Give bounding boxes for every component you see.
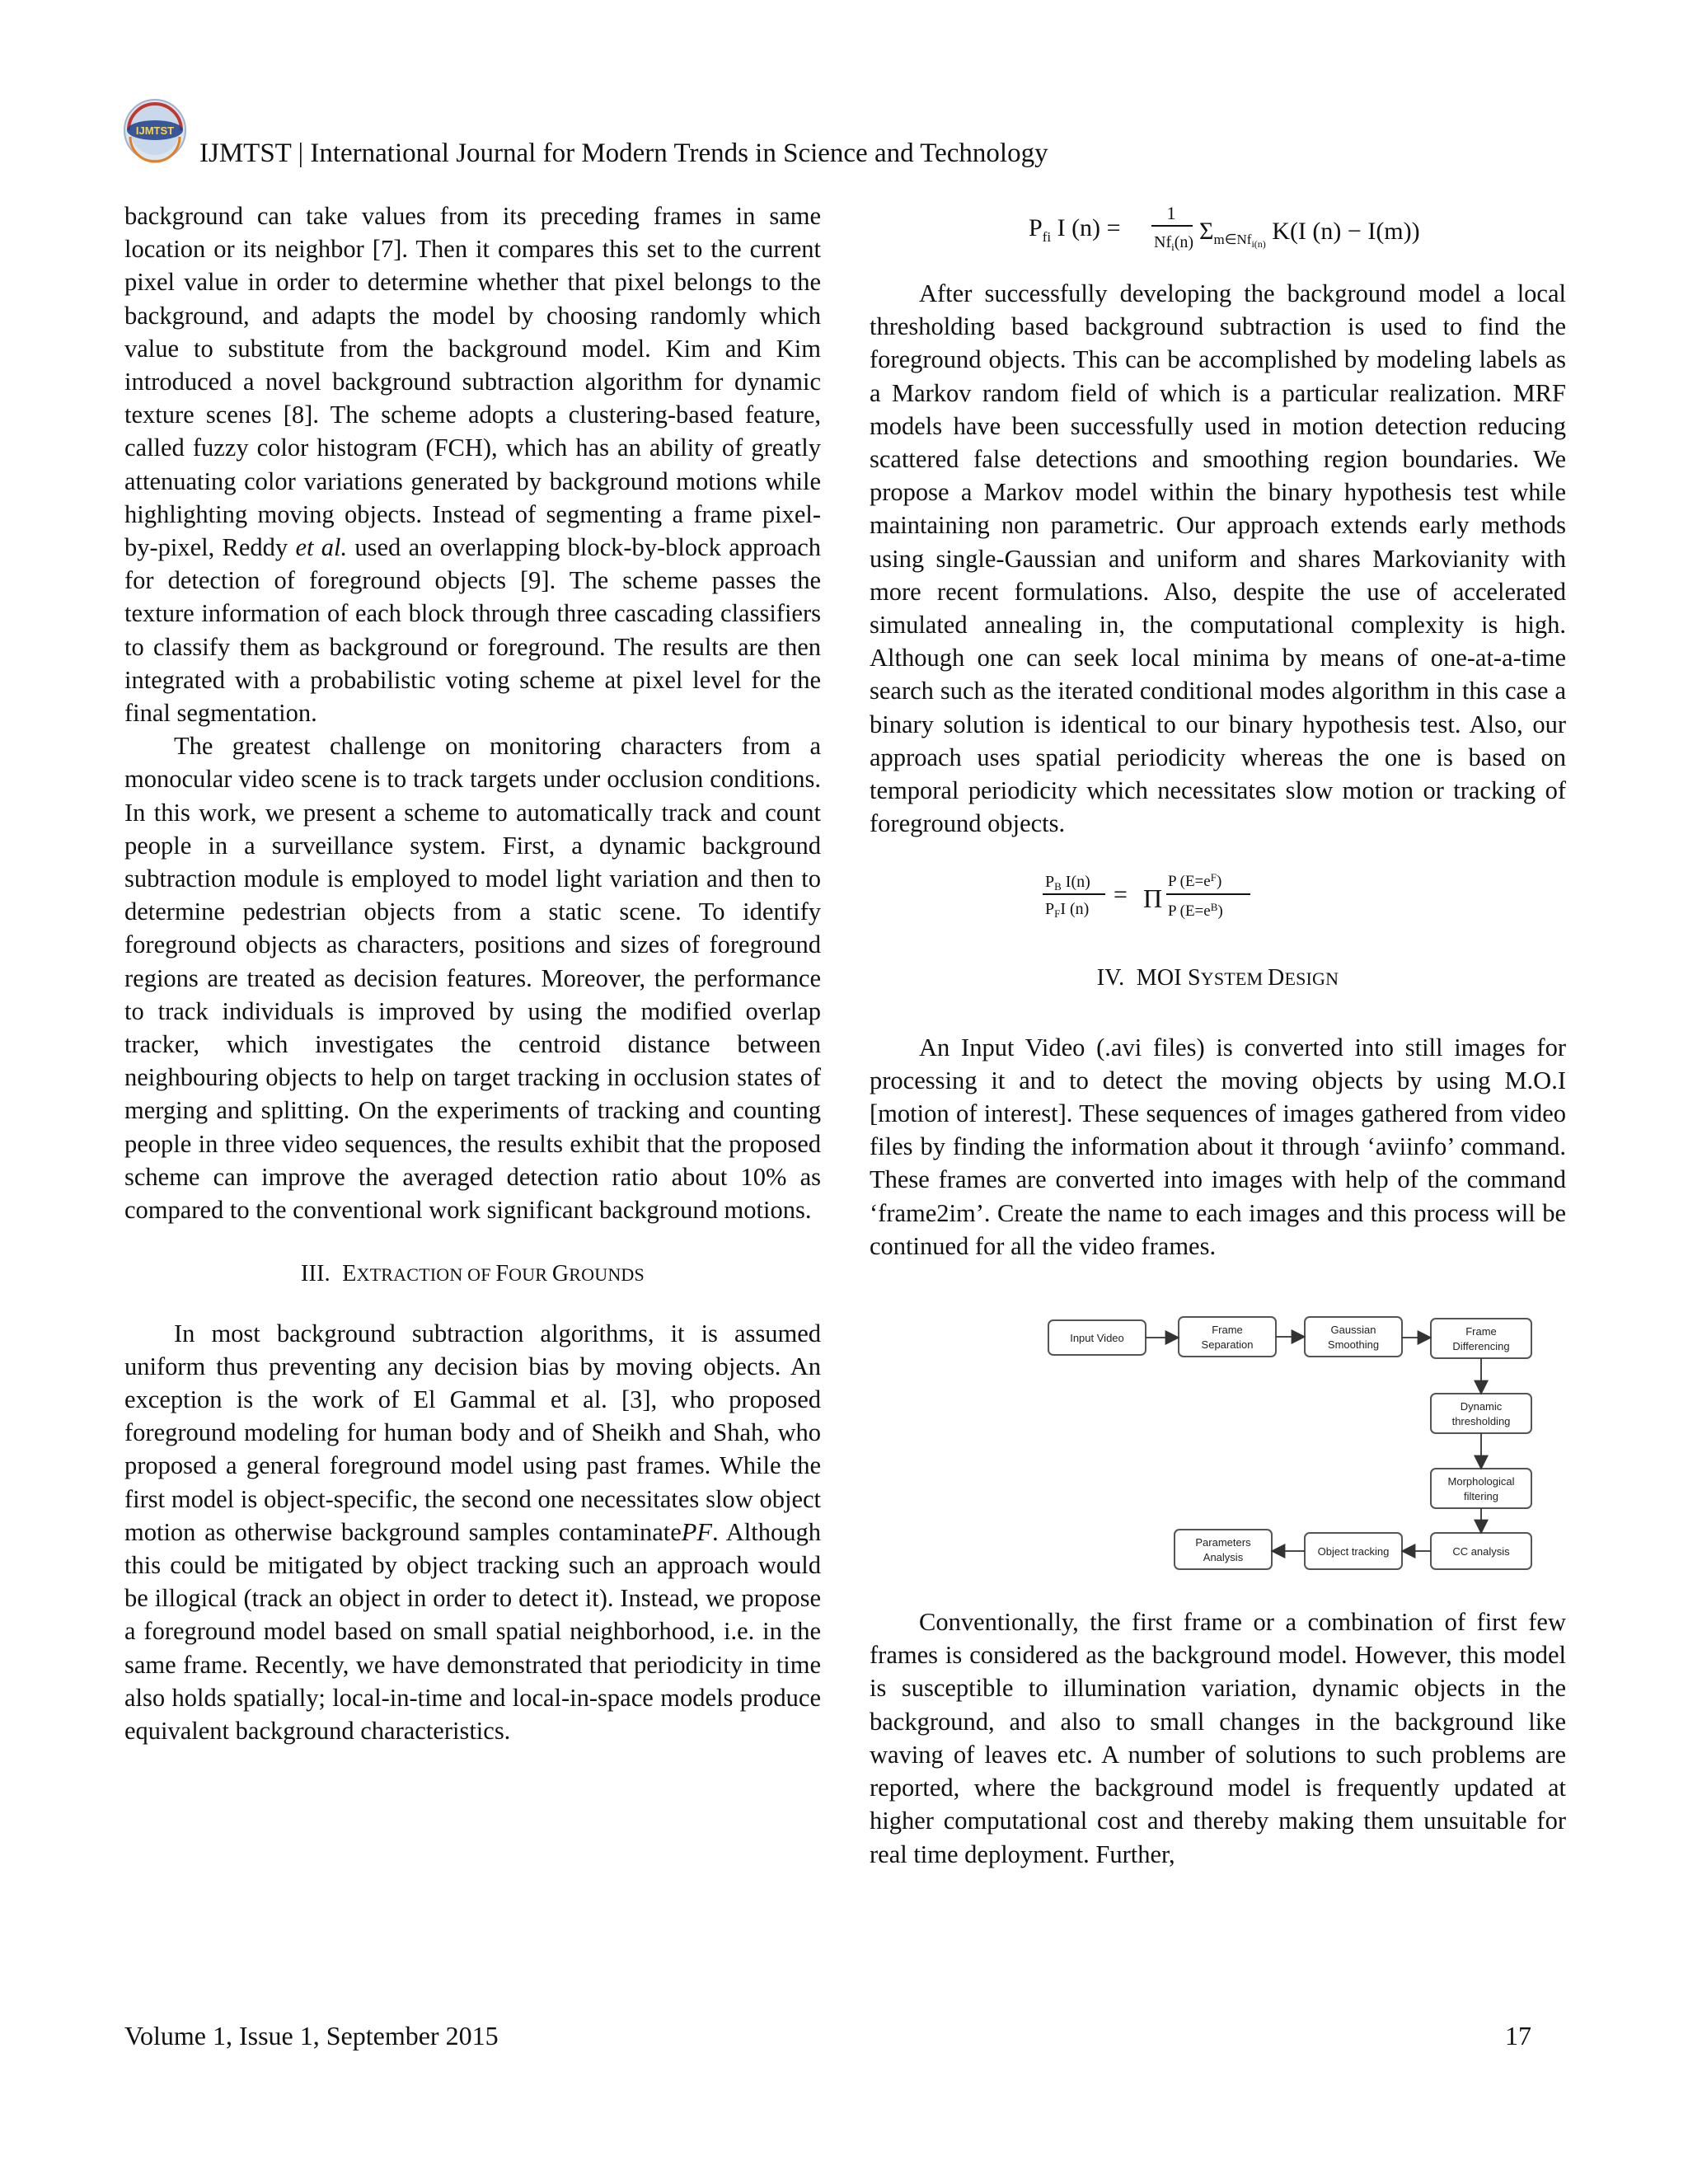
flow-gaussian-smoothing (1305, 1317, 1402, 1357)
journal-logo (122, 97, 188, 163)
system-flowchart (1047, 1305, 1591, 1577)
svg-text:Frame: Frame (1212, 1324, 1243, 1337)
svg-text:Morphological: Morphological (1447, 1475, 1515, 1488)
flow-parameters-analysis (1175, 1530, 1272, 1569)
left-column (124, 199, 821, 1747)
svg-text:Gaussian: Gaussian (1330, 1324, 1376, 1337)
right-column (870, 199, 1566, 1871)
svg-text:Parameters: Parameters (1195, 1536, 1251, 1549)
flow-cc-analysis (1431, 1533, 1531, 1569)
svg-text:Nfi(n): $Nf_i(n)$ (1154, 233, 1194, 253)
equation-1 (870, 199, 1566, 260)
journal-title: IJMTST | International Journal for Modern Trends in Science and Technology (199, 138, 1048, 168)
svg-text:P (E=eB): P $(E=e^B)$ (1168, 901, 1223, 921)
svg-text:P (E=eF): P $(E=e^F)$ (1168, 871, 1222, 891)
flow-frame-differencing (1431, 1319, 1531, 1358)
svg-text:Π: Π (1143, 883, 1163, 914)
svg-text:Input Video: Input Video (1070, 1332, 1124, 1345)
svg-text:PFI (n): $P_FI$ (n) (1045, 900, 1090, 921)
footer-page-number: 17 (1505, 2021, 1531, 2050)
footer-volume: Volume 1, Issue 1, September 2015 (124, 2021, 499, 2050)
svg-text:Smoothing: Smoothing (1327, 1338, 1380, 1352)
svg-text:Pfi I (n) =: $P_{fi}$ I (n) = (1029, 214, 1121, 245)
page-header (122, 97, 1111, 180)
flow-input-video (1048, 1320, 1146, 1355)
svg-text:Dynamic: Dynamic (1460, 1400, 1503, 1413)
svg-text:Object tracking: Object tracking (1317, 1545, 1390, 1558)
flow-morphological-filtering (1431, 1469, 1531, 1508)
flow-frame-separation (1179, 1317, 1276, 1357)
paragraph-3: In most background subtraction algorithms, it is assumed uniform thus preventing any decision bias by moving objects. An exception is the work of El Gammal et al. [3], who proposed foreground modeling for human body and of Sheikh and Shah, who proposed a general foreground model using past frames. While the first model is object-specific, the second one necessitates slow object motion as otherwise background samples contaminatePF. Although this could be mitigated by object tracking such an approach would be illogical (track an object in order to detect it). Instead, we propose a foreground model based on small spatial neighborhood, i.e. in the same frame. Recently, we have demonstrated that periodicity in time also holds spatially; local-in-time and local-in-space models produce equivalent background characteristics. (124, 1319, 821, 1745)
paragraph-6: Conventionally, the first frame or a combination of first few frames is considered as the background model. However, this model is susceptible to illumination variation, dynamic objects in the background, and also to small changes in the background like waving of leaves etc. A number of solutions to such problems are reported, where the background model is frequently updated at higher computational cost and thereby making them unsuitable for real time deployment. Further, (870, 1608, 1566, 1868)
logo-text: IJMTST (135, 124, 175, 137)
svg-text:Differencing: Differencing (1452, 1340, 1510, 1353)
svg-text:Σm∈Nfi(n) K(I (n) − I(m)): $\Sigma_{m\in Nf}i(n)$ K(I (n) − I(m)) (1199, 218, 1420, 250)
svg-text:PB I(n): $P_B$ I(n) (1045, 873, 1090, 893)
paragraph-5: An Input Video (.avi files) is converted into still images for processing it and to detect the moving objects by using M.O.I [motion of interest]. These sequences of images gathered from video files by finding the information about it through ‘aviinfo’ command. These frames are converted into images with help of the command ‘frame2im’. Create the name to each images and this process will be continued for all the video frames. (870, 1033, 1566, 1260)
svg-text:=: = (1114, 881, 1128, 909)
section-heading-3: III. EXTRACTION OF FOUR GROUNDS (301, 1261, 645, 1287)
svg-text:Frame: Frame (1465, 1325, 1497, 1338)
svg-text:filtering: filtering (1464, 1490, 1498, 1503)
equation-2 (870, 840, 1566, 937)
flow-dynamic-thresholding (1431, 1394, 1531, 1433)
svg-text:1: 1 (1166, 203, 1176, 223)
paragraph-1: background can take values from its preceding frames in same location or its neighbor [7]. Then it compares this set to the current pixel value in order to determine whether that pixel belongs to the background, and adapts the model by choosing randomly which value to substitute from the background model. Kim and Kim introduced a novel background subtraction algorithm for dynamic texture scenes [8]. The scheme adopts a clustering-based feature, called fuzzy color histogram (FCH), which has an ability of greatly attenuating color variations generated by background motions while highlighting moving objects. Instead of segmenting a frame pixel-by-pixel, Reddy et al. used an overlapping block-by-block approach for detection of foreground objects [9]. The scheme passes the texture information of each block through three cascading classifiers to classify them as background or foreground. The results are then integrated with a probabilistic voting scheme at pixel level for the final segmentation. (124, 202, 821, 728)
svg-text:Separation: Separation (1201, 1338, 1254, 1352)
section-heading-4: IV. MOI SYSTEM DESIGN (1096, 965, 1339, 991)
svg-text:thresholding: thresholding (1451, 1415, 1511, 1428)
svg-text:Analysis: Analysis (1203, 1551, 1244, 1564)
paragraph-4: After successfully developing the background model a local thresholding based background subtraction is used to find the foreground objects. This can be accomplished by modeling labels as a Markov random field of which is a particular realization. MRF models have been successfully used in motion detection reducing scattered false detections and smoothing region boundaries. We propose a Markov model within the binary hypothesis test while maintaining non parametric. Our approach extends early methods using single-Gaussian and uniform and shares Markovianity with more recent formulations. Also, despite the use of accelerated simulated annealing in, the computational complexity is high. Although one can seek local minima by means of one-at-a-time search such as the iterated conditional modes algorithm in this case a binary solution is identical to our binary hypothesis test. Also, our approach uses spatial periodicity whereas the one is based on temporal periodicity which necessitates slow motion or tracking of foreground objects. (870, 279, 1566, 838)
flow-object-tracking (1305, 1533, 1402, 1569)
paragraph-2: The greatest challenge on monitoring characters from a monocular video scene is to track targets under occlusion conditions. In this work, we present a scheme to automatically track and count people in a surveillance system. First, a dynamic background subtraction module is employed to model light variation and then to determine pedestrian objects from a static scene. To identify foreground objects as characters, positions and sizes of foreground regions are treated as decision features. Moreover, the performance to track individuals is improved by using the modified overlap tracker, which investigates the centroid distance between neighbouring objects to help on target tracking in occlusion states of merging and splitting. On the experiments of tracking and counting people in three video sequences, the results exhibit that the proposed scheme can improve the averaged detection ratio about 10% as compared to the conventional work significant background motions. (124, 732, 821, 1225)
svg-text:CC analysis: CC analysis (1452, 1545, 1510, 1558)
